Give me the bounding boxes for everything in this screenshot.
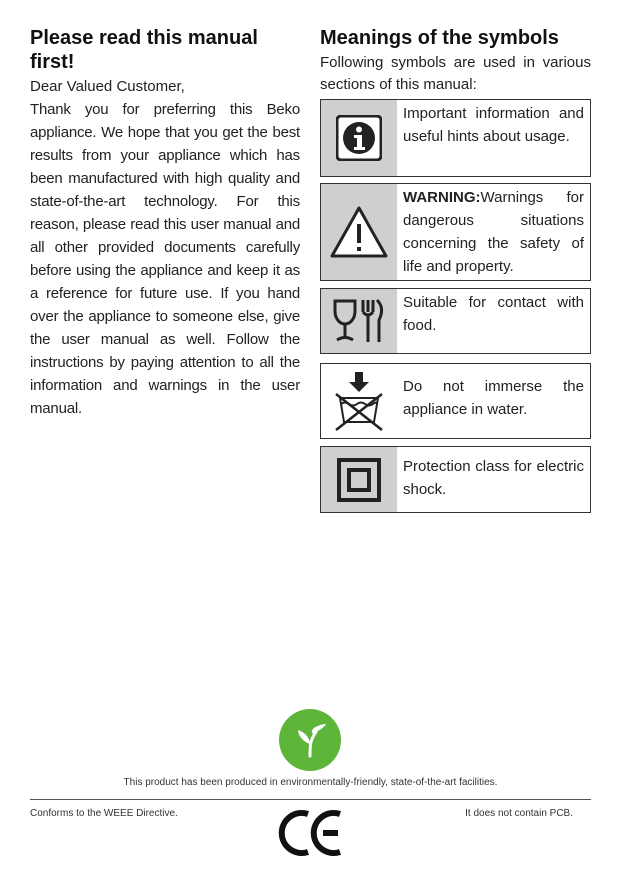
- right-column: [320, 26, 591, 498]
- symbol-warning-row: [320, 183, 591, 281]
- symbol-protection-row: [320, 446, 591, 513]
- symbol-info-text: Important information and useful hints about usage.: [403, 105, 584, 145]
- left-column: [30, 26, 300, 420]
- warning-triangle-icon: [321, 184, 397, 280]
- weee-note: Conforms to the WEEE Directive.: [30, 808, 178, 819]
- eco-caption: This product has been produced in environmentally-friendly, state-of-the-art facilities.: [123, 777, 498, 788]
- intro-paragraph: Thank you for preferring this Beko appliance. We hope that you get the best results from your appliance which has been manufactured with high quality and state-of-the-art technology. For this reason, please read this user manual and all other provided documents carefully before using the appliance and keep it as a reference for future use. If you hand over the appliance to someone else, give the user manual as well. Follow the instructions by paying attention to all the information and warnings in the user manual.: [30, 101, 300, 417]
- no-immerse-icon: [321, 364, 397, 438]
- symbol-food-row: [320, 288, 591, 354]
- symbols-intro: Following symbols are used in various sections of this manual:: [320, 54, 591, 93]
- greeting: Dear Valued Customer,: [30, 78, 185, 95]
- symbol-protection-text: Protection class for electric shock.: [403, 458, 584, 498]
- footer-divider: [30, 799, 591, 800]
- symbol-warning-text: [397, 184, 590, 280]
- pcb-note: It does not contain PCB.: [465, 808, 573, 819]
- symbol-immerse-text: Do not immerse the appliance in water.: [403, 378, 584, 418]
- food-safe-icon: [321, 289, 397, 353]
- info-icon: [321, 100, 397, 176]
- symbol-food-text: Suitable for contact with food.: [403, 294, 584, 334]
- warning-description: Warnings for dangerous situations concerning the safety of life and property.: [403, 189, 584, 275]
- ce-mark-icon: [278, 808, 348, 858]
- symbol-info-row: [320, 99, 591, 177]
- protection-class-icon: [321, 447, 397, 512]
- warning-label: WARNING:: [403, 189, 481, 206]
- eco-leaf-icon: [279, 709, 341, 771]
- symbol-immerse-row: [320, 363, 591, 439]
- manual-heading: Please read this manual first!: [30, 27, 258, 73]
- symbols-heading: Meanings of the symbols: [320, 27, 559, 49]
